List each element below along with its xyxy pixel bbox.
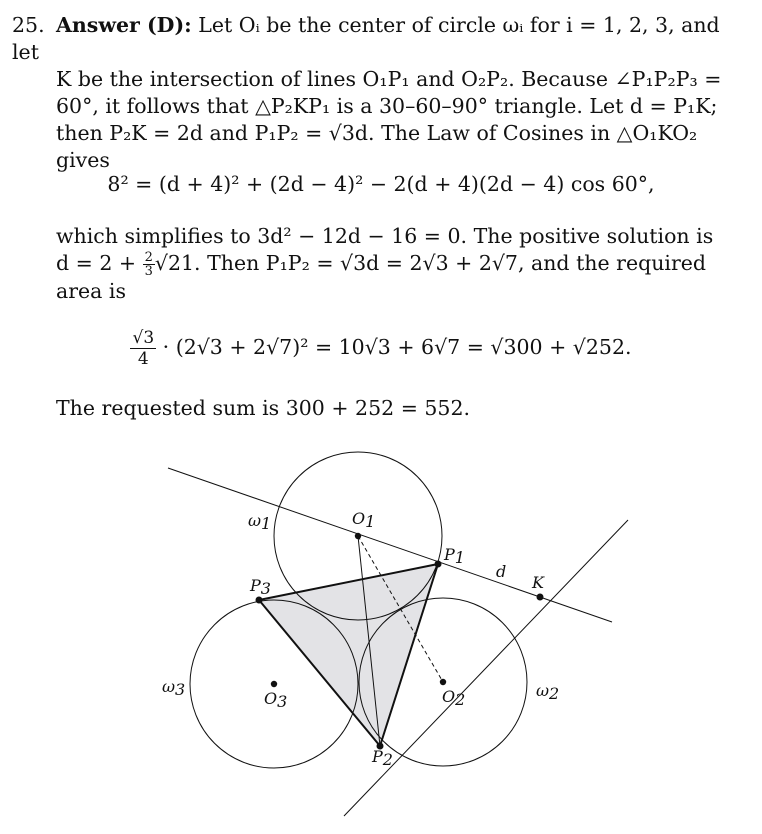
intro-line-5: gives	[56, 148, 110, 172]
point-k	[537, 594, 544, 601]
intro-line-4: then P₂K = 2d and P₁P₂ = √3d. The Law of Cosines in △O₁KO₂	[56, 121, 698, 145]
label-o2: O2	[442, 687, 466, 709]
sqrt3-over-4-fraction	[130, 328, 156, 369]
problem-number: 25.	[12, 13, 45, 37]
point-o1	[355, 533, 361, 539]
shaded-triangle-p1p2p3	[259, 564, 438, 746]
area-equation-rest: · (2√3 + 2√7)² = 10√3 + 6√7 = √300 + √252.	[162, 335, 632, 359]
conclusion-line	[12, 395, 750, 422]
label-p3: P3	[250, 576, 271, 598]
two-thirds-fraction	[143, 251, 155, 278]
label-o1: O1	[352, 509, 376, 531]
label-omega-1: ω1	[248, 511, 272, 533]
point-p1	[435, 561, 442, 568]
area-equation	[0, 328, 762, 369]
simplify-line-1: which simplifies to 3d² − 12d − 16 = 0. The positive solution is	[56, 224, 714, 248]
intro-text-1: Let Oᵢ be the center of circle ωᵢ for i = 1, 2, 3, and let	[12, 13, 720, 64]
simplify-line-3: area is	[56, 279, 126, 303]
label-p2: P2	[372, 747, 393, 769]
label-omega-3: ω3	[162, 677, 186, 699]
label-p1: P1	[444, 545, 465, 567]
law-of-cosines-equation: 8² = (d + 4)² + (2d − 4)² − 2(d + 4)(2d − 4) cos 60°,	[107, 172, 655, 196]
simplify-line-2	[12, 250, 750, 278]
conclusion-text: The requested sum is 300 + 252 = 552.	[56, 396, 471, 420]
intro-line-2: K be the intersection of lines O₁P₁ and O₂P₂. Because ∠P₁P₂P₃ =	[56, 67, 722, 91]
area-frac-denominator: 4	[137, 349, 149, 369]
intro-line-3: 60°, it follows that △P₂KP₁ is a 30–60–90° triangle. Let d = P₁K;	[56, 94, 718, 118]
label-o3: O3	[264, 689, 288, 711]
simplify-line-2-start: d = 2 +	[56, 251, 137, 275]
point-o3	[271, 681, 277, 687]
circles-diagram	[150, 440, 650, 830]
label-d: d	[496, 562, 507, 581]
simplification-paragraph	[12, 223, 750, 305]
label-k: K	[532, 573, 544, 592]
simplify-line-2-end: √21. Then P₁P₂ = √3d = 2√3 + 2√7, and the required	[154, 251, 707, 275]
fraction-denominator: 3	[144, 264, 153, 279]
point-o2	[440, 679, 446, 685]
geometry-figure	[150, 440, 650, 834]
fraction-numerator: 2	[144, 250, 153, 265]
solution-intro	[12, 12, 750, 174]
answer-label: Answer (D):	[56, 13, 192, 37]
label-omega-2: ω2	[536, 681, 560, 703]
intro-line-1	[12, 12, 750, 66]
area-frac-numerator: √3	[132, 328, 155, 348]
